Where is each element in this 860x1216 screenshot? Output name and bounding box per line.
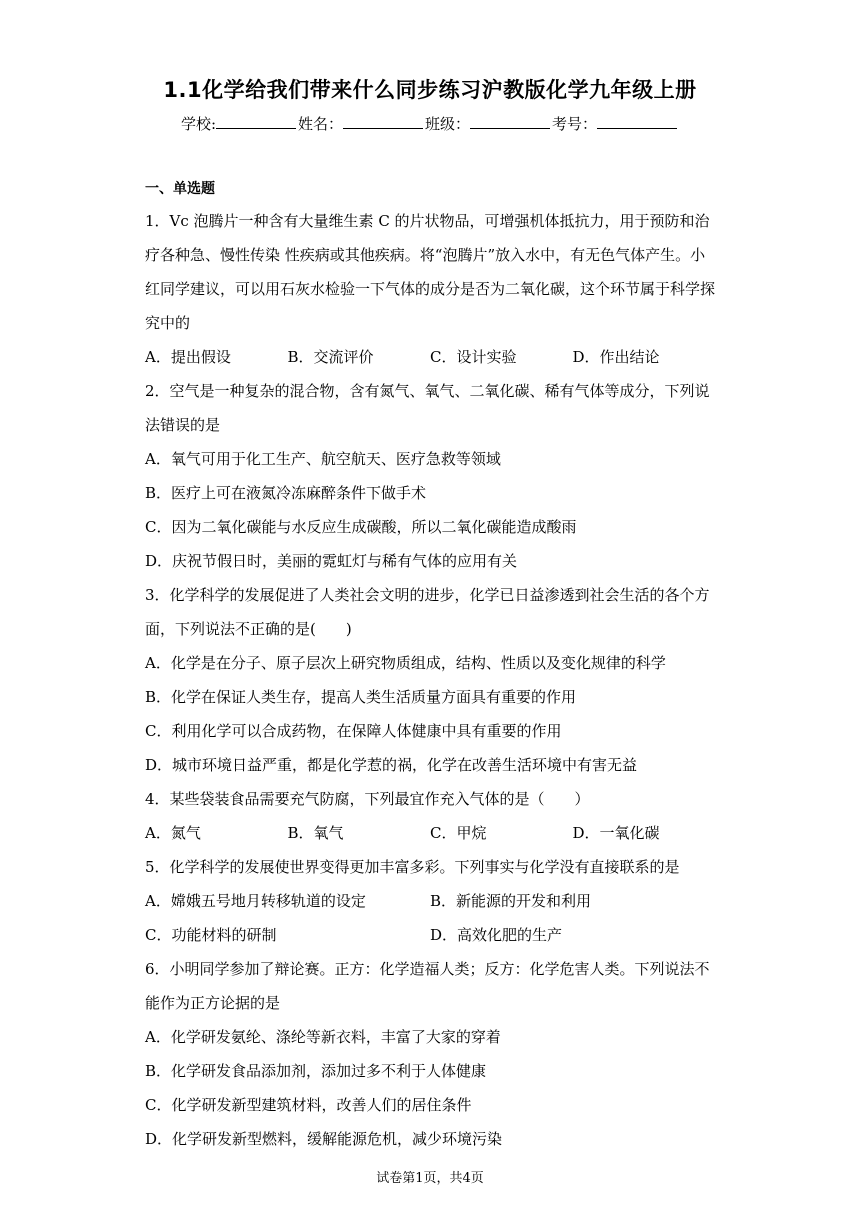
- question-line: 能作为正方论据的是: [145, 994, 281, 1012]
- exam-number-field: [552, 113, 679, 134]
- name-field: [298, 113, 425, 134]
- option-c: C．利用化学可以合成药物，在保障人体健康中具有重要的作用: [145, 722, 562, 740]
- option-c: C．设计实验: [430, 348, 517, 366]
- name-label: 姓名：: [298, 115, 344, 133]
- page-footer: 试卷第1页，共4页: [376, 1171, 484, 1186]
- question-1: [145, 204, 715, 374]
- option-c: C．化学研发新型建筑材料，改善人们的居住条件: [145, 1096, 472, 1114]
- option-d: D．作出结论: [572, 348, 660, 366]
- option-d: D．一氧化碳: [572, 824, 660, 842]
- options-row: [145, 884, 715, 918]
- option-c: C．因为二氧化碳能与水反应生成碳酸，所以二氧化碳能造成酸雨: [145, 518, 577, 536]
- exam-content: [145, 178, 715, 1156]
- question-2: [145, 374, 715, 578]
- name-blank[interactable]: [343, 114, 423, 129]
- school-label: 学校:: [180, 115, 216, 133]
- question-line: 面，下列说法不正确的是( ): [145, 620, 352, 638]
- options-row: [145, 918, 715, 952]
- question-6: [145, 952, 715, 1156]
- question-4: [145, 782, 715, 850]
- option-a: A．氮气: [145, 824, 201, 842]
- question-5: [145, 850, 715, 952]
- class-field: [425, 113, 552, 134]
- option-a: A．化学是在分子、原子层次上研究物质组成，结构、性质以及变化规律的科学: [145, 654, 666, 672]
- options-row: [145, 816, 715, 850]
- option-b: B．氧气: [287, 824, 344, 842]
- option-a: A．化学研发氨纶、涤纶等新衣料，丰富了大家的穿着: [145, 1028, 501, 1046]
- option-d: D．高效化肥的生产: [430, 926, 563, 944]
- question-line: 6．小明同学参加了辩论赛。正方：化学造福人类；反方：化学危害人类。下列说法不: [145, 960, 710, 978]
- question-line: 4．某些袋装食品需要充气防腐，下列最宜作充入气体的是（ ）: [145, 790, 590, 808]
- option-d: D．庆祝节假日时，美丽的霓虹灯与稀有气体的应用有关: [145, 552, 518, 570]
- exam-number-blank[interactable]: [597, 114, 677, 129]
- option-d: D．城市环境日益严重，都是化学惹的祸，化学在改善生活环境中有害无益: [145, 756, 638, 774]
- section-heading: 一、单选题: [145, 181, 215, 197]
- option-a: A．嫦娥五号地月转移轨道的设定: [145, 892, 366, 910]
- option-c: C．甲烷: [430, 824, 487, 842]
- question-line: 疗各种急、慢性传染 性疾病或其他疾病。将“泡腾片”放入水中，有无色气体产生。小: [145, 246, 706, 264]
- question-line: 法错误的是: [145, 416, 221, 434]
- option-b: B．医疗上可在液氮冷冻麻醉条件下做手术: [145, 484, 427, 502]
- option-b: B．化学在保证人类生存，提高人类生活质量方面具有重要的作用: [145, 688, 577, 706]
- school-field: [181, 113, 298, 134]
- option-b: B．化学研发食品添加剂，添加过多不利于人体健康: [145, 1062, 487, 1080]
- question-line: 3．化学科学的发展促进了人类社会文明的进步，化学已日益渗透到社会生活的各个方: [145, 586, 710, 604]
- question-line: 2．空气是一种复杂的混合物，含有氮气、氧气、二氧化碳、稀有气体等成分，下列说: [145, 382, 710, 400]
- question-line: 究中的: [145, 314, 191, 332]
- options-row: [145, 340, 715, 374]
- option-a: A．氧气可用于化工生产、航空航天、医疗急救等领域: [145, 450, 501, 468]
- question-line: 1．Vc 泡腾片一种含有大量维生素 C 的片状物品，可增强机体抵抗力，用于预防和治: [145, 212, 710, 230]
- option-b: B．交流评价: [287, 348, 374, 366]
- question-line: 5．化学科学的发展使世界变得更加丰富多彩。下列事实与化学没有直接联系的是: [145, 858, 680, 876]
- question-3: [145, 578, 715, 782]
- option-b: B．新能源的开发和利用: [430, 892, 592, 910]
- option-a: A．提出假设: [145, 348, 231, 366]
- class-blank[interactable]: [470, 114, 550, 129]
- option-d: D．化学研发新型燃料，缓解能源危机，减少环境污染: [145, 1130, 503, 1148]
- exam-number-label: 考号：: [552, 115, 598, 133]
- school-blank[interactable]: [216, 114, 296, 129]
- class-label: 班级：: [425, 115, 471, 133]
- option-c: C．功能材料的研制: [145, 926, 277, 944]
- page-title: 1.1化学给我们带来什么同步练习沪教版化学九年级上册: [163, 78, 697, 102]
- student-info-line: [0, 113, 860, 134]
- question-line: 红同学建议，可以用石灰水检验一下气体的成分是否为二氧化碳，这个环节属于科学探: [145, 280, 716, 298]
